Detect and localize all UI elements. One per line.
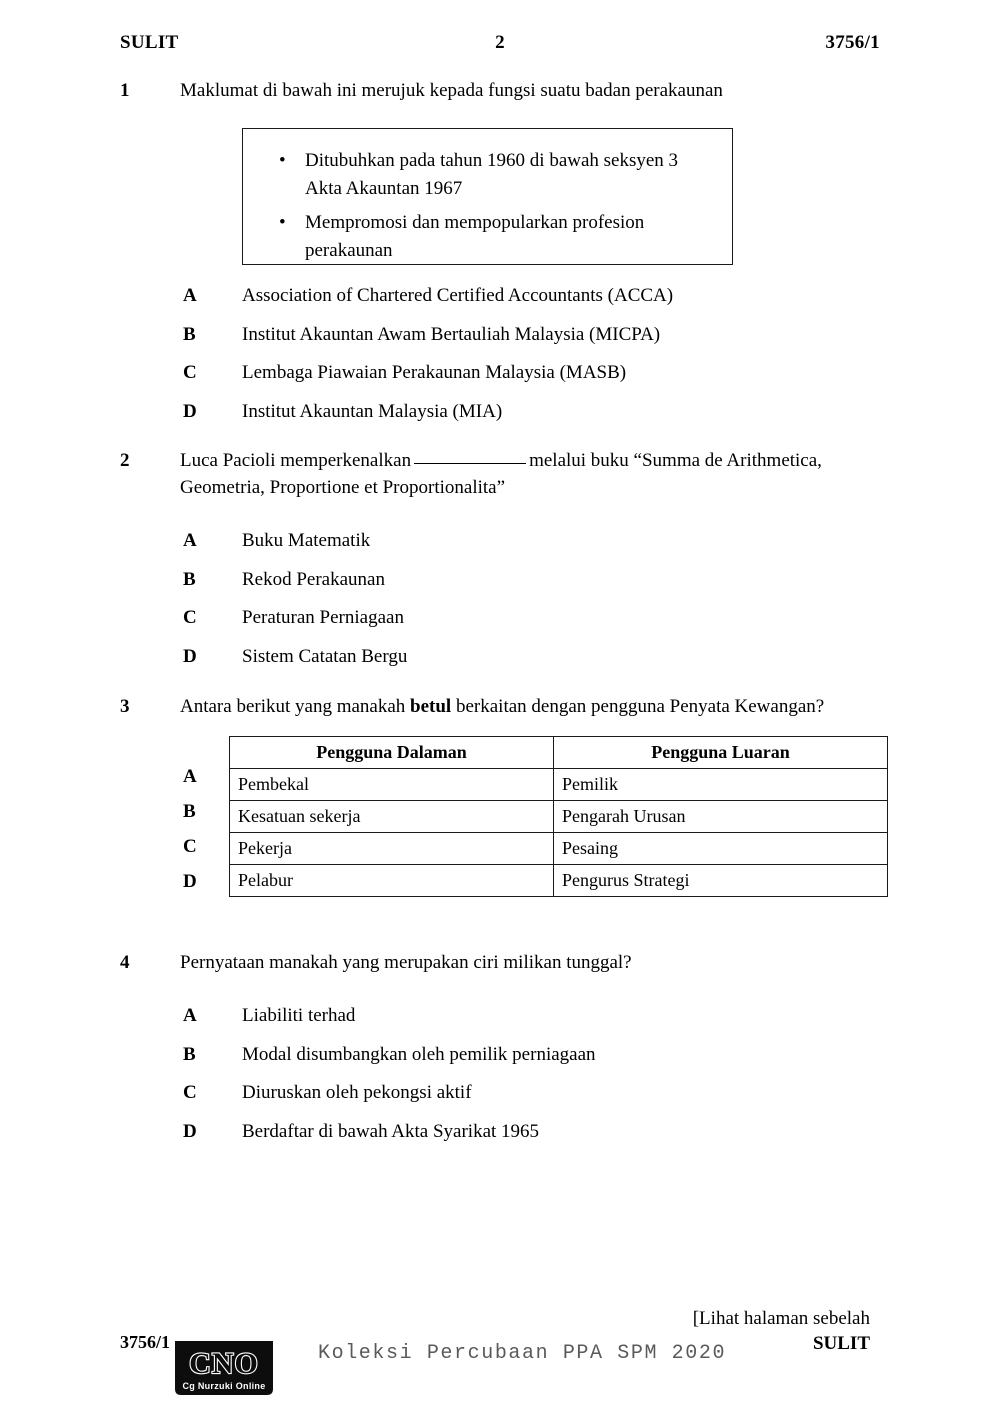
bullet-icon: • <box>279 212 286 234</box>
cell-internal: Pembekal <box>230 769 554 801</box>
option-a-letter: A <box>183 530 197 551</box>
question-3-number: 3 <box>120 696 130 717</box>
bullet-icon: • <box>279 150 286 171</box>
svg-text:CNO: CNO <box>189 1347 259 1380</box>
question-4-stem: Pernyataan manakah yang merupakan ciri milikan tunggal? <box>180 952 632 973</box>
option-a-letter: A <box>183 285 197 306</box>
option-d[interactable] <box>183 644 903 670</box>
cell-internal: Pekerja <box>230 833 554 865</box>
question-2 <box>120 448 890 502</box>
option-c-letter: C <box>183 362 197 384</box>
row-label-d: D <box>183 871 197 892</box>
question-1-options <box>183 283 903 438</box>
continuation-note: [Lihat halaman sebelah <box>692 1308 870 1329</box>
cell-external: Pemilik <box>554 769 888 801</box>
cell-internal: Pelabur <box>230 865 554 897</box>
table-row[interactable] <box>230 801 888 833</box>
question-3-stem-part2: berkaitan dengan pengguna Penyata Kewangan? <box>455 696 825 717</box>
question-1-stimulus-box <box>242 128 733 265</box>
option-d-letter: D <box>183 645 197 667</box>
question-2-options <box>183 528 903 683</box>
option-a-text: Liabiliti terhad <box>242 1005 356 1026</box>
option-c[interactable] <box>183 1080 903 1106</box>
option-b-text: Institut Akauntan Awam Bertauliah Malaysia (MICPA) <box>242 323 661 345</box>
row-label-spacer <box>183 736 213 766</box>
svg-text:Cg Nurzuki Online: Cg Nurzuki Online <box>182 1381 266 1391</box>
question-4-options <box>183 1003 903 1158</box>
option-b-text: Rekod Perakaunan <box>242 568 385 590</box>
footer-paper-code: 3756/1 <box>120 1332 171 1352</box>
cell-external: Pesaing <box>554 833 888 865</box>
cell-internal: Kesatuan sekerja <box>230 801 554 833</box>
cell-external: Pengurus Strategi <box>554 865 888 897</box>
option-d-text: Sistem Catatan Bergu <box>242 645 408 667</box>
question-2-stem-part2: melalui buku “Summa de Arithmetica, Geometria, Proportione et Proportionalita” <box>180 450 822 498</box>
question-3 <box>120 694 890 721</box>
fill-in-blank[interactable] <box>414 463 526 464</box>
option-b-letter: B <box>183 323 196 345</box>
footer-classification: SULIT <box>812 1332 870 1354</box>
question-3-stem <box>180 694 890 721</box>
option-c-letter: C <box>183 607 197 629</box>
page-header <box>120 32 880 58</box>
option-b-text: Modal disumbangkan oleh pemilik perniagaan <box>242 1043 596 1065</box>
option-c-letter: C <box>183 1082 197 1104</box>
question-1 <box>120 78 890 105</box>
table-row[interactable] <box>230 865 888 897</box>
option-c[interactable] <box>183 360 903 386</box>
stimulus-item <box>279 209 710 264</box>
page-number: 2 <box>495 32 505 53</box>
option-c-text: Diuruskan oleh pekongsi aktif <box>242 1082 472 1104</box>
question-3-stem-emphasis: betul <box>410 696 452 717</box>
watermark-text: Koleksi Percubaan PPA SPM 2020 <box>318 1342 727 1365</box>
row-label-c: C <box>183 836 197 857</box>
option-d-letter: D <box>183 1120 197 1142</box>
cno-logo <box>171 1337 277 1399</box>
option-d-text: Institut Akauntan Malaysia (MIA) <box>242 400 503 422</box>
question-2-stem <box>180 448 890 502</box>
option-a-letter: A <box>183 1005 197 1026</box>
option-d-letter: D <box>183 400 197 422</box>
question-3-row-labels <box>183 736 213 906</box>
option-c-text: Lembaga Piawaian Perakaunan Malaysia (MASB) <box>242 362 627 384</box>
stimulus-item <box>279 147 710 202</box>
question-2-number: 2 <box>120 450 130 471</box>
option-d[interactable] <box>183 1119 903 1145</box>
question-1-stem: Maklumat di bawah ini merujuk kepada fungsi suatu badan perakaunan <box>180 80 723 101</box>
stimulus-item-text: Ditubuhkan pada tahun 1960 di bawah seksyen 3 Akta Akauntan 1967 <box>305 150 679 199</box>
table-row[interactable] <box>230 769 888 801</box>
option-d-text: Berdaftar di bawah Akta Syarikat 1965 <box>242 1120 540 1142</box>
question-1-stimulus-list <box>243 129 732 264</box>
question-2-stem-part1: Luca Pacioli memperkenalkan <box>180 450 412 471</box>
option-a[interactable] <box>183 1003 903 1029</box>
option-a-text: Buku Matematik <box>242 530 371 551</box>
question-3-table <box>229 736 888 897</box>
option-b-letter: B <box>183 568 196 590</box>
stimulus-item-text: Mempromosi dan mempopularkan profesion perakaunan <box>305 212 645 261</box>
table-header-row <box>230 737 888 769</box>
option-d[interactable] <box>183 399 903 425</box>
question-4 <box>120 950 890 977</box>
question-3-stem-part1: Antara berikut yang manakah <box>180 696 406 717</box>
table-row[interactable] <box>230 833 888 865</box>
option-b[interactable] <box>183 1042 903 1068</box>
option-c-text: Peraturan Perniagaan <box>242 607 404 629</box>
option-a-text: Association of Chartered Certified Accountants (ACCA) <box>242 285 674 306</box>
question-4-number: 4 <box>120 952 130 973</box>
column-header-external-users: Pengguna Luaran <box>554 737 888 769</box>
option-a[interactable] <box>183 283 903 309</box>
option-b[interactable] <box>183 567 903 593</box>
row-label-a: A <box>183 766 197 787</box>
option-c[interactable] <box>183 605 903 631</box>
row-label-b: B <box>183 801 196 822</box>
option-b-letter: B <box>183 1043 196 1065</box>
header-classification-left: SULIT <box>120 32 179 53</box>
column-header-internal-users: Pengguna Dalaman <box>230 737 554 769</box>
cell-external: Pengarah Urusan <box>554 801 888 833</box>
header-paper-code: 3756/1 <box>825 32 880 53</box>
option-a[interactable] <box>183 528 903 554</box>
question-1-number: 1 <box>120 80 130 101</box>
option-b[interactable] <box>183 322 903 348</box>
cno-logo-icon <box>171 1337 277 1399</box>
